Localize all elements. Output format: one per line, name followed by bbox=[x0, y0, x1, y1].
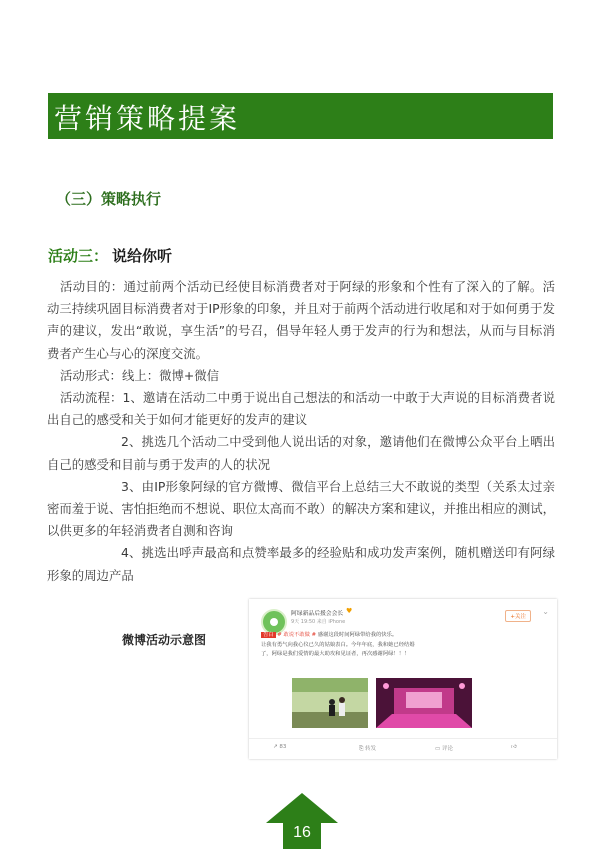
post-photo-proposal[interactable] bbox=[292, 678, 368, 728]
post-hashtag[interactable]: # 敢说不敢做 # bbox=[277, 632, 317, 638]
vip-badge-icon: ♥ bbox=[346, 607, 353, 615]
weibo-post-text bbox=[261, 631, 483, 660]
body-text bbox=[47, 276, 555, 587]
activity-tag: 活动三： bbox=[48, 247, 109, 265]
repost-count[interactable]: ↗ 83 bbox=[273, 744, 287, 750]
post-line: 感谢这段时间阿绿带给我的快乐。 bbox=[317, 632, 398, 638]
figure-caption: 微博活动示意图 bbox=[122, 633, 207, 647]
like-button[interactable]: 👍︎ bbox=[511, 744, 517, 750]
proposal-photo-image bbox=[292, 678, 368, 728]
follow-button[interactable]: +关注 bbox=[505, 610, 531, 622]
paragraph-process-3: 3、由IP形象阿绿的官方微博、微信平台上总结三大不敢说的类型（关系太过亲密而羞于说、害怕拒绝而不想说、职位太高而不敢）的解决方案和建议，并推出相应的测试，以供更多的年轻消费者自测和咨询 bbox=[47, 478, 556, 539]
paragraph-format: 活动形式：线上：微博+微信 bbox=[60, 367, 220, 383]
stage-photo-image bbox=[376, 678, 472, 728]
paragraph-process-2: 2、挑选几个活动二中受到他人说出话的对象，邀请他们在微博公众平台上晒出自己的感受和目前与勇于发声的人的状况 bbox=[47, 434, 555, 472]
section-title: （三）策略执行 bbox=[56, 190, 162, 208]
weibo-post-mockup bbox=[249, 599, 557, 759]
forward-button[interactable]: ⎘ 转发 bbox=[359, 746, 377, 752]
activity-heading bbox=[48, 245, 172, 266]
paragraph-purpose: 活动目的：通过前两个活动已经使目标消费者对于阿绿的形象和个性有了深入的了解。活动三持续巩固目标消费者对于IP形象的印象，并且对于前两个活动进行收尾和对于如何勇于发声的建议，发出“敢说，享生活”的号召，倡导年轻人勇于发声的行为和想法，从而与目标消费者产生心与心的深度交流。 bbox=[47, 279, 555, 361]
paragraph-process-1: 活动流程：1、邀请在活动二中勇于说出自己想法的和活动一中敢于大声说的目标消费者说出自己的感受和关于如何才能更好的发声的建议 bbox=[47, 390, 555, 428]
page-title: 营销策略提案 bbox=[54, 102, 241, 135]
header-banner bbox=[48, 93, 553, 139]
comment-button[interactable]: ▭ 评论 bbox=[435, 746, 453, 752]
paragraph-process-4: 4、挑选出呼声最高和点赞率最多的经验贴和成功发声案例，随机赠送印有阿绿形象的周边产品 bbox=[47, 545, 555, 583]
weibo-action-bar bbox=[249, 738, 557, 759]
chevron-down-icon[interactable]: ⌄ bbox=[542, 607, 549, 616]
weibo-account-name: 阿绿新品后援会会长 bbox=[291, 611, 344, 617]
post-line: 让我有勇气向我心仪已久的姑娘表白。今年年底，我和她已经结婚 bbox=[261, 641, 415, 648]
post-line: 了，阿绿是我们爱情的最大助攻和见证者，再次感谢阿绿！！！ bbox=[261, 651, 410, 658]
page-number: 16 bbox=[293, 824, 311, 841]
post-photo-stage[interactable] bbox=[376, 678, 472, 728]
weibo-post-meta: 9天 19:50 来自 iPhone bbox=[291, 619, 346, 625]
post-tag: 告白 bbox=[263, 632, 274, 638]
activity-name: 说给你听 bbox=[112, 247, 173, 265]
